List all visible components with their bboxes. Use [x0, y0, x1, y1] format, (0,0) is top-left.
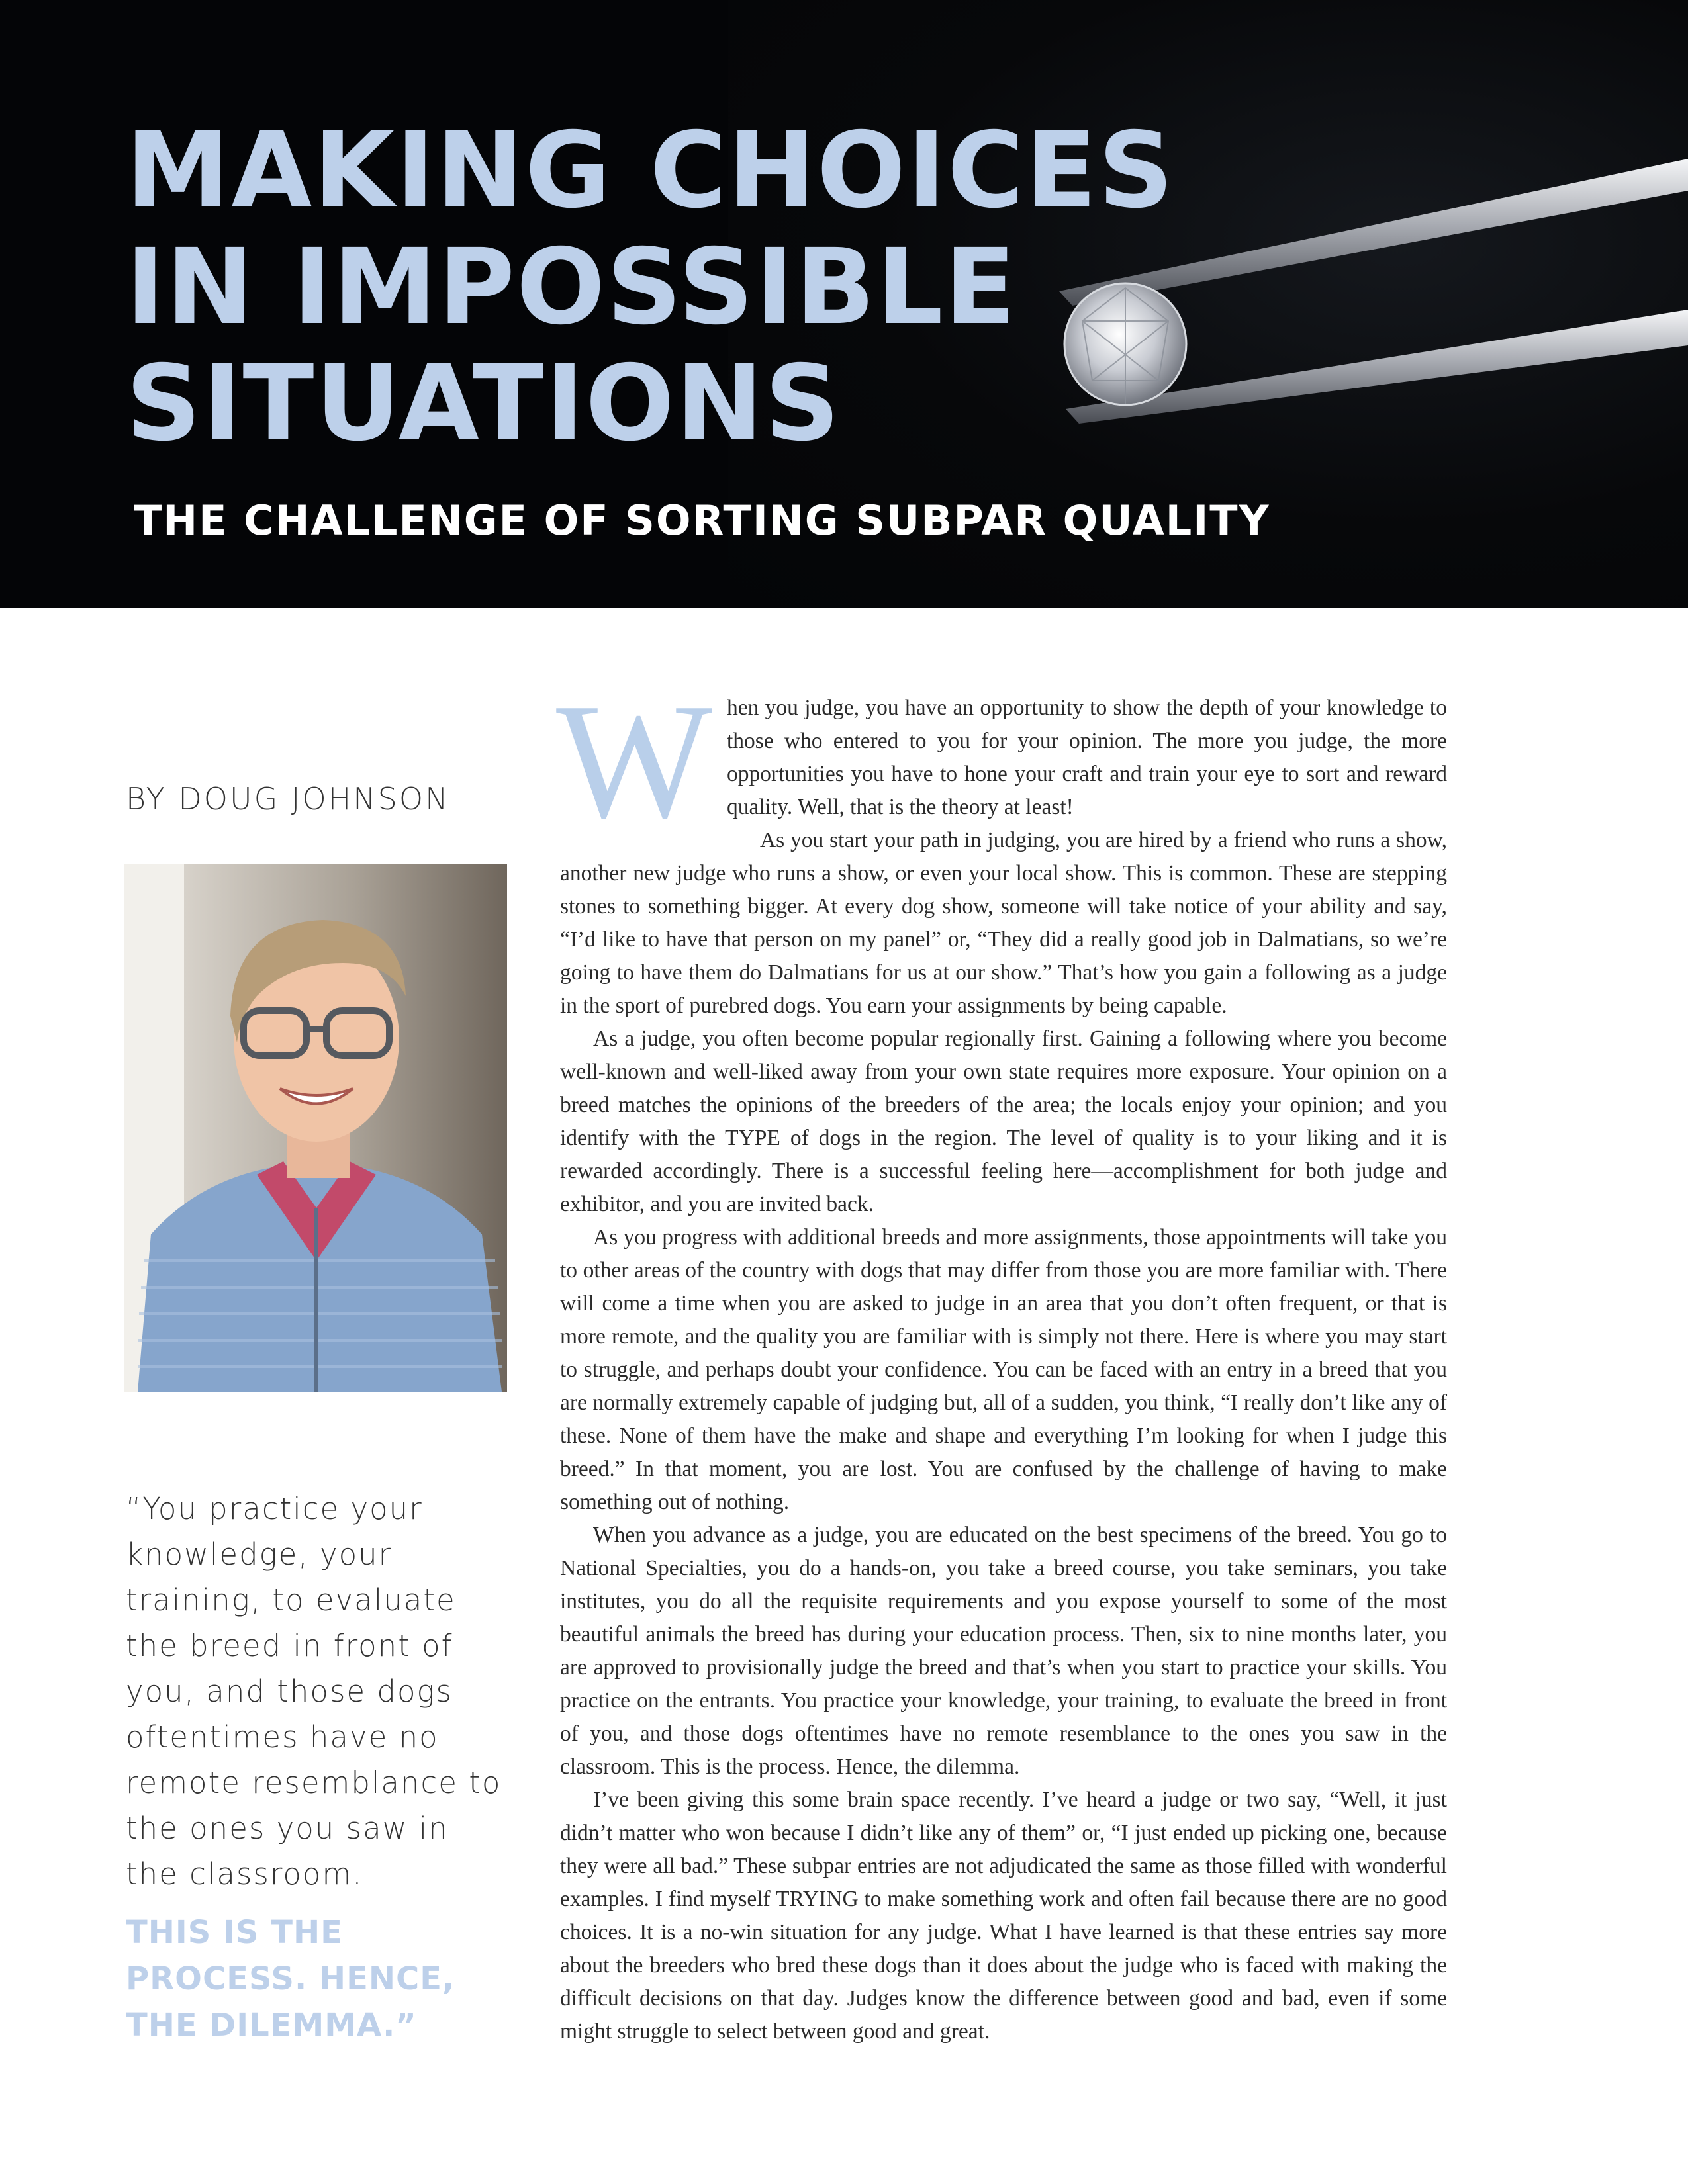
tweezer-upper-arm	[1059, 159, 1688, 306]
article-paragraph: I’ve been giving this some brain space recently. I’ve heard a judge or two say, “Well, it just didn’t matter who won because I didn’t like any of them” or, “I just ended up picking one, because they were all bad.” These subpar entries are not adjudicated the same as those filled with wonderful examples. I find myself TRYING to make something work and often fail because there are no good choices. It is a no-win situation for any judge. What I have learned is that these entries say more about the breeders who bred these dogs than it does about the judge who is faced with making the difficult decisions on that day. Judges know the difference between good and bad, even if some might struggle to select between good and great.	[560, 1788, 1447, 2044]
hero-banner	[0, 0, 1688, 608]
pull-quote: “You practice your knowledge, your training, to evaluate the breed in front of you, and those dogs oftentimes have no remote resemblance to the ones you saw in the classroom.	[126, 1491, 502, 1891]
author-photo	[124, 864, 507, 1392]
article-paragraph: As you progress with additional breeds and more assignments, those appointments will take you to other areas of the country with dogs that may differ from those you are more familiar with. There will come a time when you are asked to judge in an area that you don’t often frequent, or that is more remote, and the quality you are familiar with is simply not there. Here is where you may start to struggle, and perhaps doubt your confidence. You can be faced with an entry in a breed that you are normally extremely capable of judging but, all of a sudden, you think, “I really don’t like any of these. None of them have the make and shape and everything I’m looking for when I judge this breed.” In that moment, you are lost. You are confused by the challenge of having to make something out of nothing.	[560, 1225, 1447, 1514]
author-photo-illustration	[124, 864, 507, 1392]
title-line-1: MAKING CHOICES	[126, 110, 1175, 232]
article-paragraph: When you advance as a judge, you are educated on the best specimens of the breed. You go to National Specialties, you do a hands-on, you take a breed course, you take seminars, you take institutes, you do all the requisite requirements and you expose yourself to some of the most beautiful animals the breed has during your education process. Then, six to nine months later, you are approved to provisionally judge the breed and that’s when you start to practice your skills. You practice on the entrants. You practice your knowledge, your training, to evaluate the breed in front of you, and those dogs oftentimes have no remote resemblance to the ones you saw in the classroom. This is the process. Hence, the dilemma.	[560, 1523, 1447, 1779]
article-paragraph	[556, 670, 1447, 853]
article-body	[556, 670, 1447, 2048]
tweezers-diamond-image	[1033, 152, 1688, 443]
title-line-2: IN IMPOSSIBLE	[126, 226, 1017, 348]
article-title	[126, 110, 1175, 465]
title-line-3: SITUATIONS	[126, 343, 841, 465]
paragraph-text: hen you judge, you have an opportunity to show the depth of your knowledge to those who entered to you for your opinion. The more you judge, the more opportunities you have to hone your craft and train your eye to sort and reward quality. Well, that is the theory at least!	[726, 696, 1447, 819]
article-subtitle: THE CHALLENGE OF SORTING SUBPAR QUALITY	[134, 496, 1270, 545]
pull-quote-emphasis: THIS IS THE PROCESS. HENCE, THE DILEMMA.”	[126, 1914, 455, 2044]
drop-cap: W	[556, 670, 712, 853]
byline: BY DOUG JOHNSON	[126, 781, 450, 817]
article-paragraph: As a judge, you often become popular regionally first. Gaining a following where you become well-known and well-liked away from your own state requires more exposure. Your opinion on a breed matches the opinions of the breeders of the area; the locals enjoy your opinion; and you identify with the TYPE of dogs in the region. The level of quality is to your liking and it is rewarded accordingly. There is a successful feeling here—accomplishment for both judge and exhibitor, and you are invited back.	[560, 1026, 1447, 1216]
article-paragraph: As you start your path in judging, you are hired by a friend who runs a show, another new judge who runs a show, or even your local show. This is common. These are stepping stones to something bigger. At every dog show, someone will take notice of your ability and say, “I’d like to have that person on my panel” or, “They did a really good job in Dalmatians, so we’re going to have them do Dalmatians for us at our show.” That’s how you gain a following as a judge in the sport of purebred dogs. You earn your assignments by being capable.	[560, 828, 1447, 1018]
